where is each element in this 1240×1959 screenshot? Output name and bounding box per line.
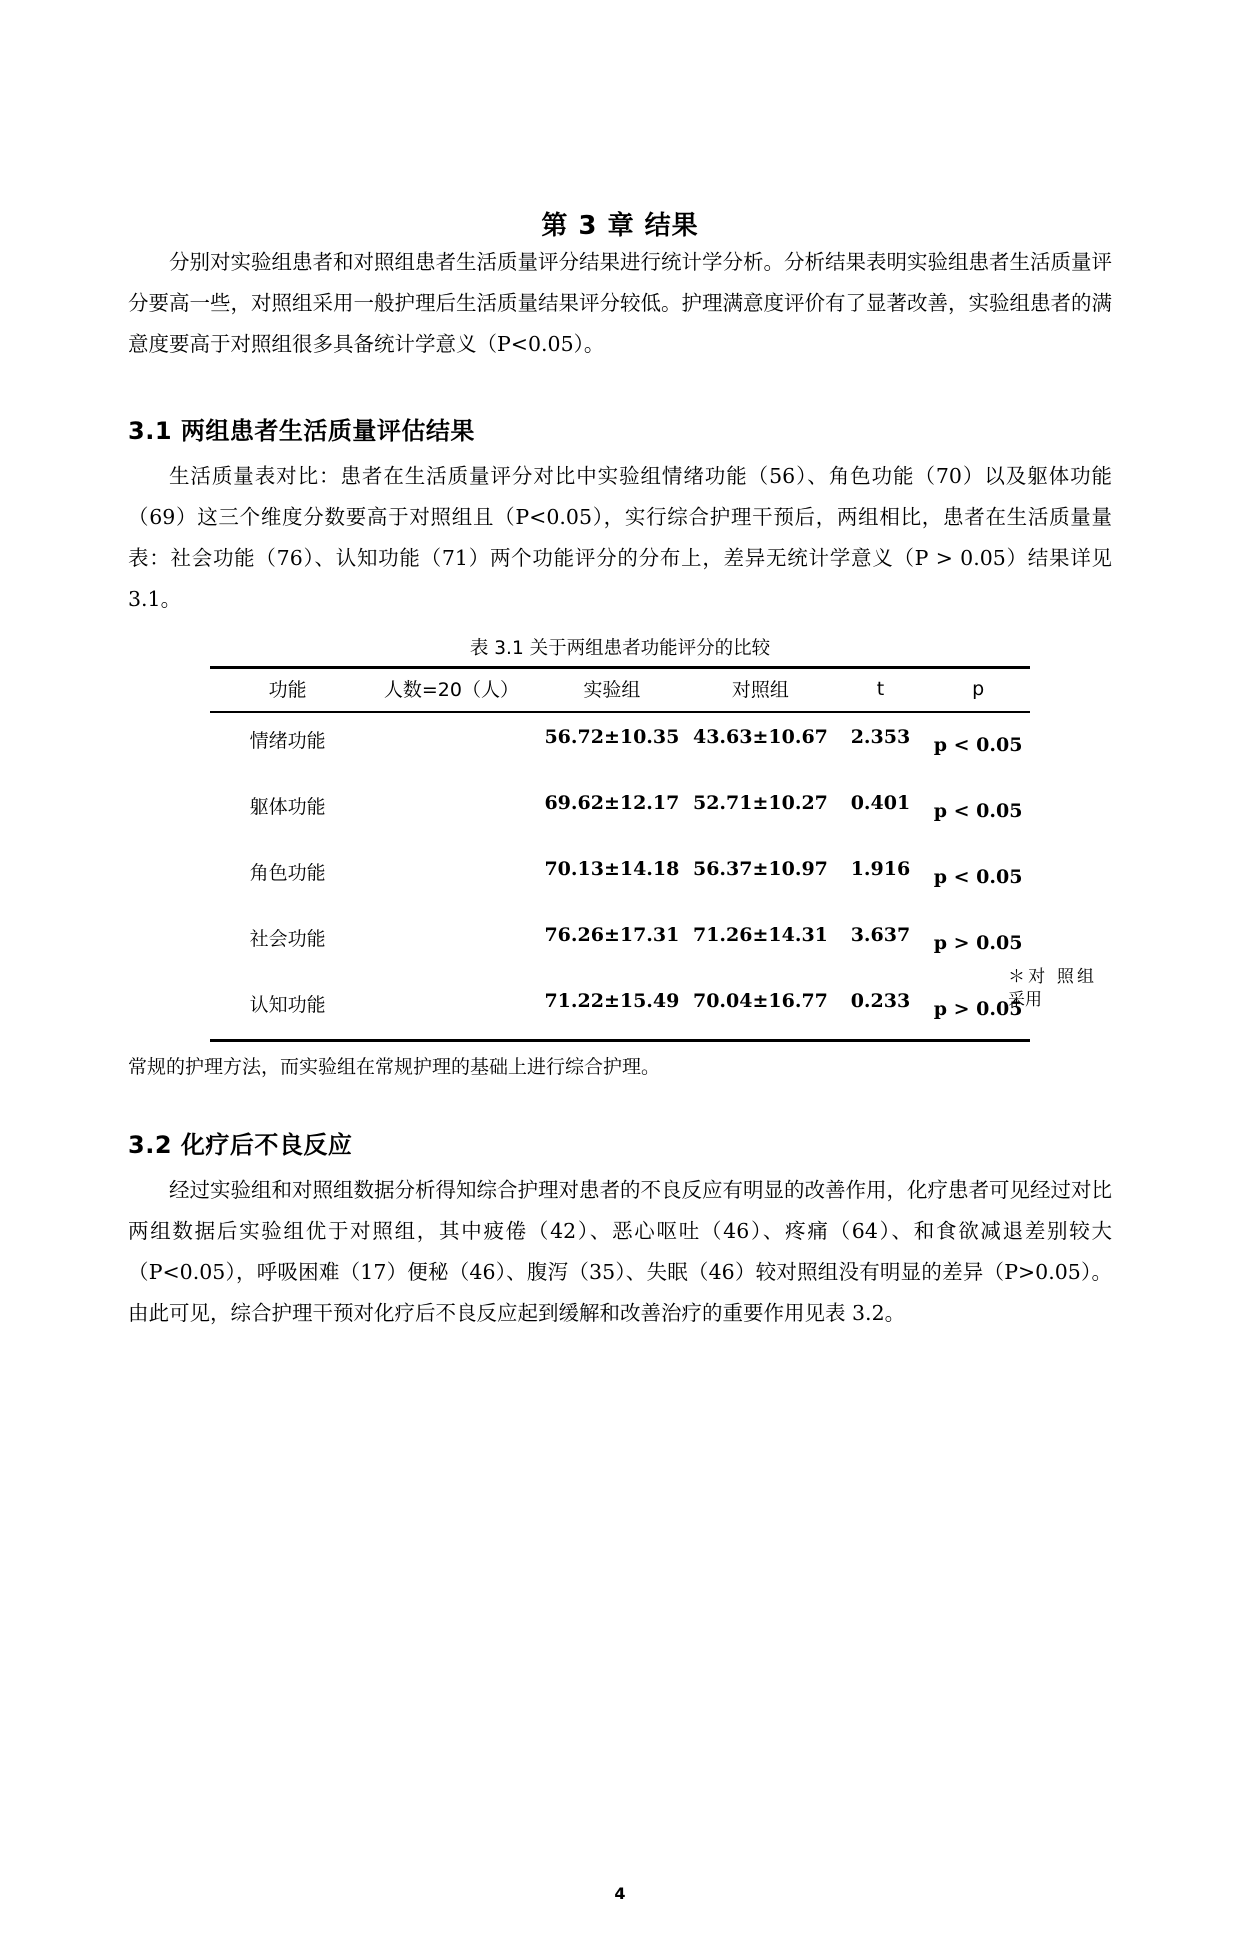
cell-t-value: 2.353 bbox=[850, 726, 911, 748]
cell-p-value: p < 0.05 bbox=[933, 866, 1023, 888]
cell-control: 56.37±10.97 bbox=[692, 858, 828, 880]
table-container bbox=[128, 634, 1112, 1042]
cell-experimental: 76.26±17.31 bbox=[544, 924, 680, 946]
cell-function: 认知功能 bbox=[249, 994, 326, 1016]
table-side-note: ＊对 照组采用 bbox=[1008, 967, 1094, 1010]
page-number: 4 bbox=[614, 1884, 626, 1903]
cell-t-value: 0.401 bbox=[850, 792, 911, 814]
cell-control: 70.04±16.77 bbox=[692, 990, 828, 1012]
cell-count bbox=[365, 977, 537, 1041]
table-row bbox=[210, 977, 1030, 1041]
column-header-t: t bbox=[876, 677, 885, 700]
table-head bbox=[210, 668, 1030, 713]
cell-function: 角色功能 bbox=[249, 862, 326, 884]
column-header-experimental: 实验组 bbox=[583, 679, 641, 701]
cell-function: 情绪功能 bbox=[249, 730, 326, 752]
cell-count bbox=[365, 911, 537, 977]
table-row bbox=[210, 779, 1030, 845]
cell-count bbox=[365, 845, 537, 911]
cell-control: 71.26±14.31 bbox=[692, 924, 828, 946]
cell-experimental: 71.22±15.49 bbox=[544, 990, 680, 1012]
column-header-function: 功能 bbox=[268, 679, 307, 701]
table-row bbox=[210, 712, 1030, 779]
cell-control: 43.63±10.67 bbox=[692, 726, 828, 748]
section-3-1-paragraph: 生活质量表对比：患者在生活质量评分对比中实验组情绪功能（56）、角色功能（70）以及躯体功能（69）这三个维度分数要高于对照组且（P<0.05），实行综合护理干预后，两组相比，患者在生活质量量表：社会功能（76）、认知功能（71）两个功能评分的分布上，差异无统计学意义（P > 0.05）结果详见 3.1。 bbox=[128, 464, 1112, 611]
cell-control: 52.71±10.27 bbox=[692, 792, 828, 814]
table-body bbox=[210, 712, 1030, 1041]
cell-function: 社会功能 bbox=[249, 928, 326, 950]
cell-count bbox=[365, 779, 537, 845]
column-header-p: p bbox=[972, 677, 985, 700]
cell-p-value: p < 0.05 bbox=[933, 800, 1023, 822]
table-header-row bbox=[210, 668, 1030, 713]
cell-t-value: 1.916 bbox=[850, 858, 911, 880]
chapter-title: 第 3 章 结果 bbox=[541, 211, 699, 241]
column-header-control: 对照组 bbox=[731, 679, 789, 701]
cell-count bbox=[365, 712, 537, 779]
document-page bbox=[0, 205, 1240, 1959]
cell-function: 躯体功能 bbox=[249, 796, 326, 818]
cell-experimental: 69.62±12.17 bbox=[544, 792, 680, 814]
column-header-count: 人数=20（人） bbox=[383, 679, 519, 701]
section-3-2-paragraph: 经过实验组和对照组数据分析得知综合护理对患者的不良反应有明显的改善作用，化疗患者可见经过对比两组数据后实验组优于对照组，其中疲倦（42）、恶心呕吐（46）、疼痛（64）、和食欲减退差别较大（P<0.05），呼吸困难（17）便秘（46）、腹泻（35）、失眠（46）较对照组没有明显的差异（P>0.05）。由此可见，综合护理干预对化疗后不良反应起到缓解和改善治疗的重要作用见表 3.2。 bbox=[128, 1178, 1112, 1325]
table-row bbox=[210, 911, 1030, 977]
table-footnote: 常规的护理方法，而实验组在常规护理的基础上进行综合护理。 bbox=[128, 1056, 661, 1078]
section-heading-3-1: 3.1 两组患者生活质量评估结果 bbox=[128, 417, 475, 445]
cell-p-value: p > 0.05 bbox=[933, 932, 1023, 954]
functional-score-table bbox=[210, 666, 1030, 1042]
table-caption: 表 3.1 关于两组患者功能评分的比较 bbox=[469, 638, 771, 659]
table-row bbox=[210, 845, 1030, 911]
cell-experimental: 70.13±14.18 bbox=[544, 858, 680, 880]
cell-experimental: 56.72±10.35 bbox=[544, 726, 680, 748]
cell-p-value: p < 0.05 bbox=[933, 734, 1023, 756]
cell-t-value: 0.233 bbox=[850, 990, 911, 1012]
intro-paragraph: 分别对实验组患者和对照组患者生活质量评分结果进行统计学分析。分析结果表明实验组患者生活质量评分要高一些，对照组采用一般护理后生活质量结果评分较低。护理满意度评价有了显著改善，实验组患者的满意度要高于对照组很多具备统计学意义（P<0.05）。 bbox=[128, 250, 1112, 356]
section-heading-3-2: 3.2 化疗后不良反应 bbox=[128, 1131, 353, 1159]
cell-p-value: p > 0.05 bbox=[933, 998, 1023, 1020]
cell-t-value: 3.637 bbox=[850, 924, 911, 946]
